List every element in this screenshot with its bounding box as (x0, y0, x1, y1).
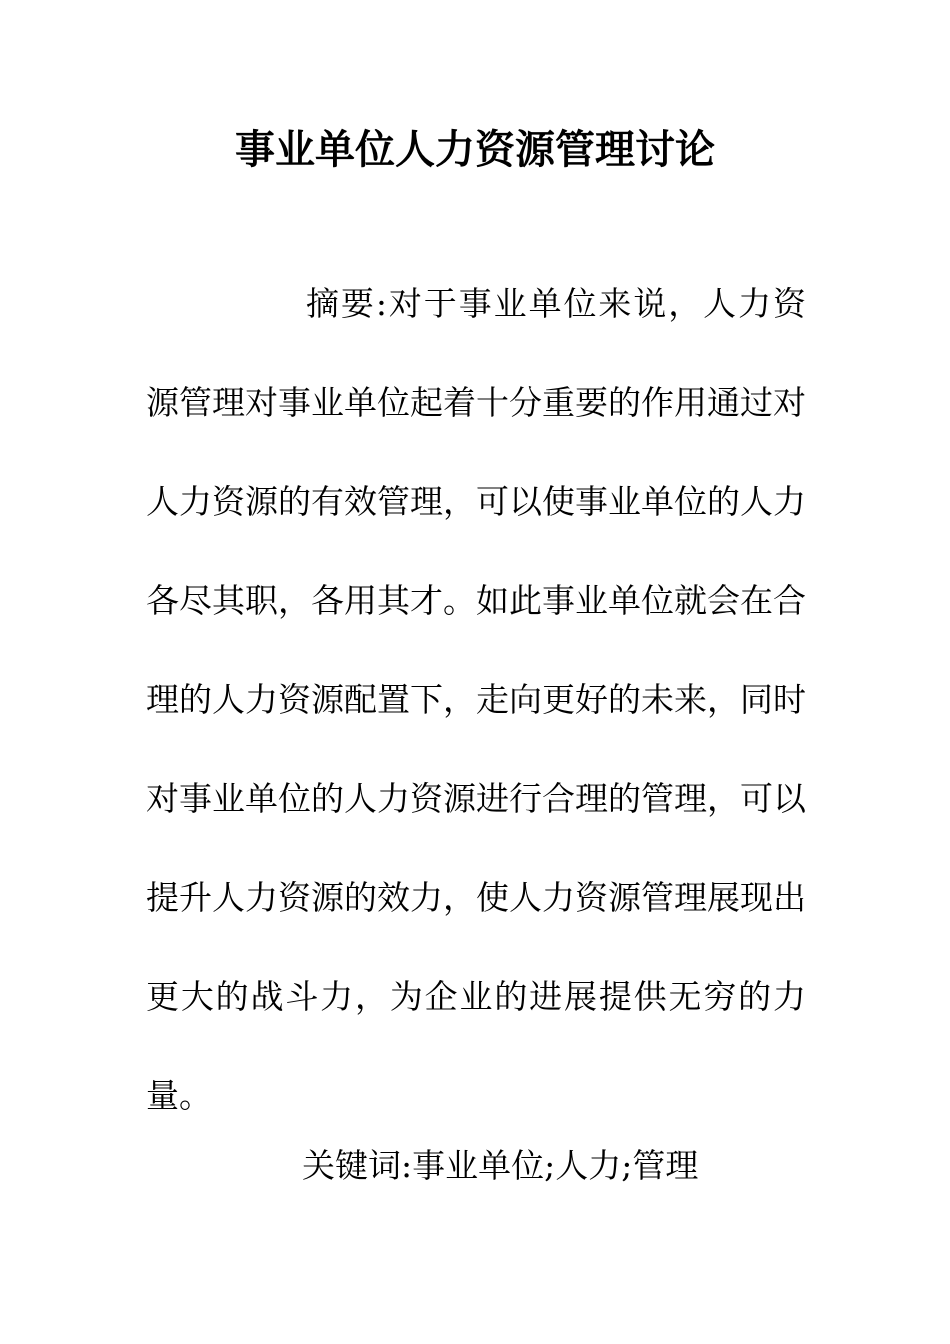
document-title: 事业单位人力资源管理讨论 (235, 126, 715, 173)
keywords-text: 事业单位;人力;管理 (412, 1146, 699, 1185)
abstract-paragraph (146, 254, 806, 1145)
keywords-label: 关键词: (302, 1146, 413, 1185)
keywords-line (302, 1140, 822, 1192)
abstract-text: 对于事业单位来说，人力资源管理对事业单位起着十分重要的作用通过对人力资源的有效管理，可以使事业单位的人力各尽其职，各用其才。如此事业单位就会在合理的人力资源配置下，走向更好的未来，同时对事业单位的人力资源进行合理的管理，可以提升人力资源的效力，使人力资源管理展现出更大的战斗力，为企业的进展提供无穷的力量。 (146, 284, 807, 1115)
abstract-label: 摘要: (306, 284, 387, 323)
